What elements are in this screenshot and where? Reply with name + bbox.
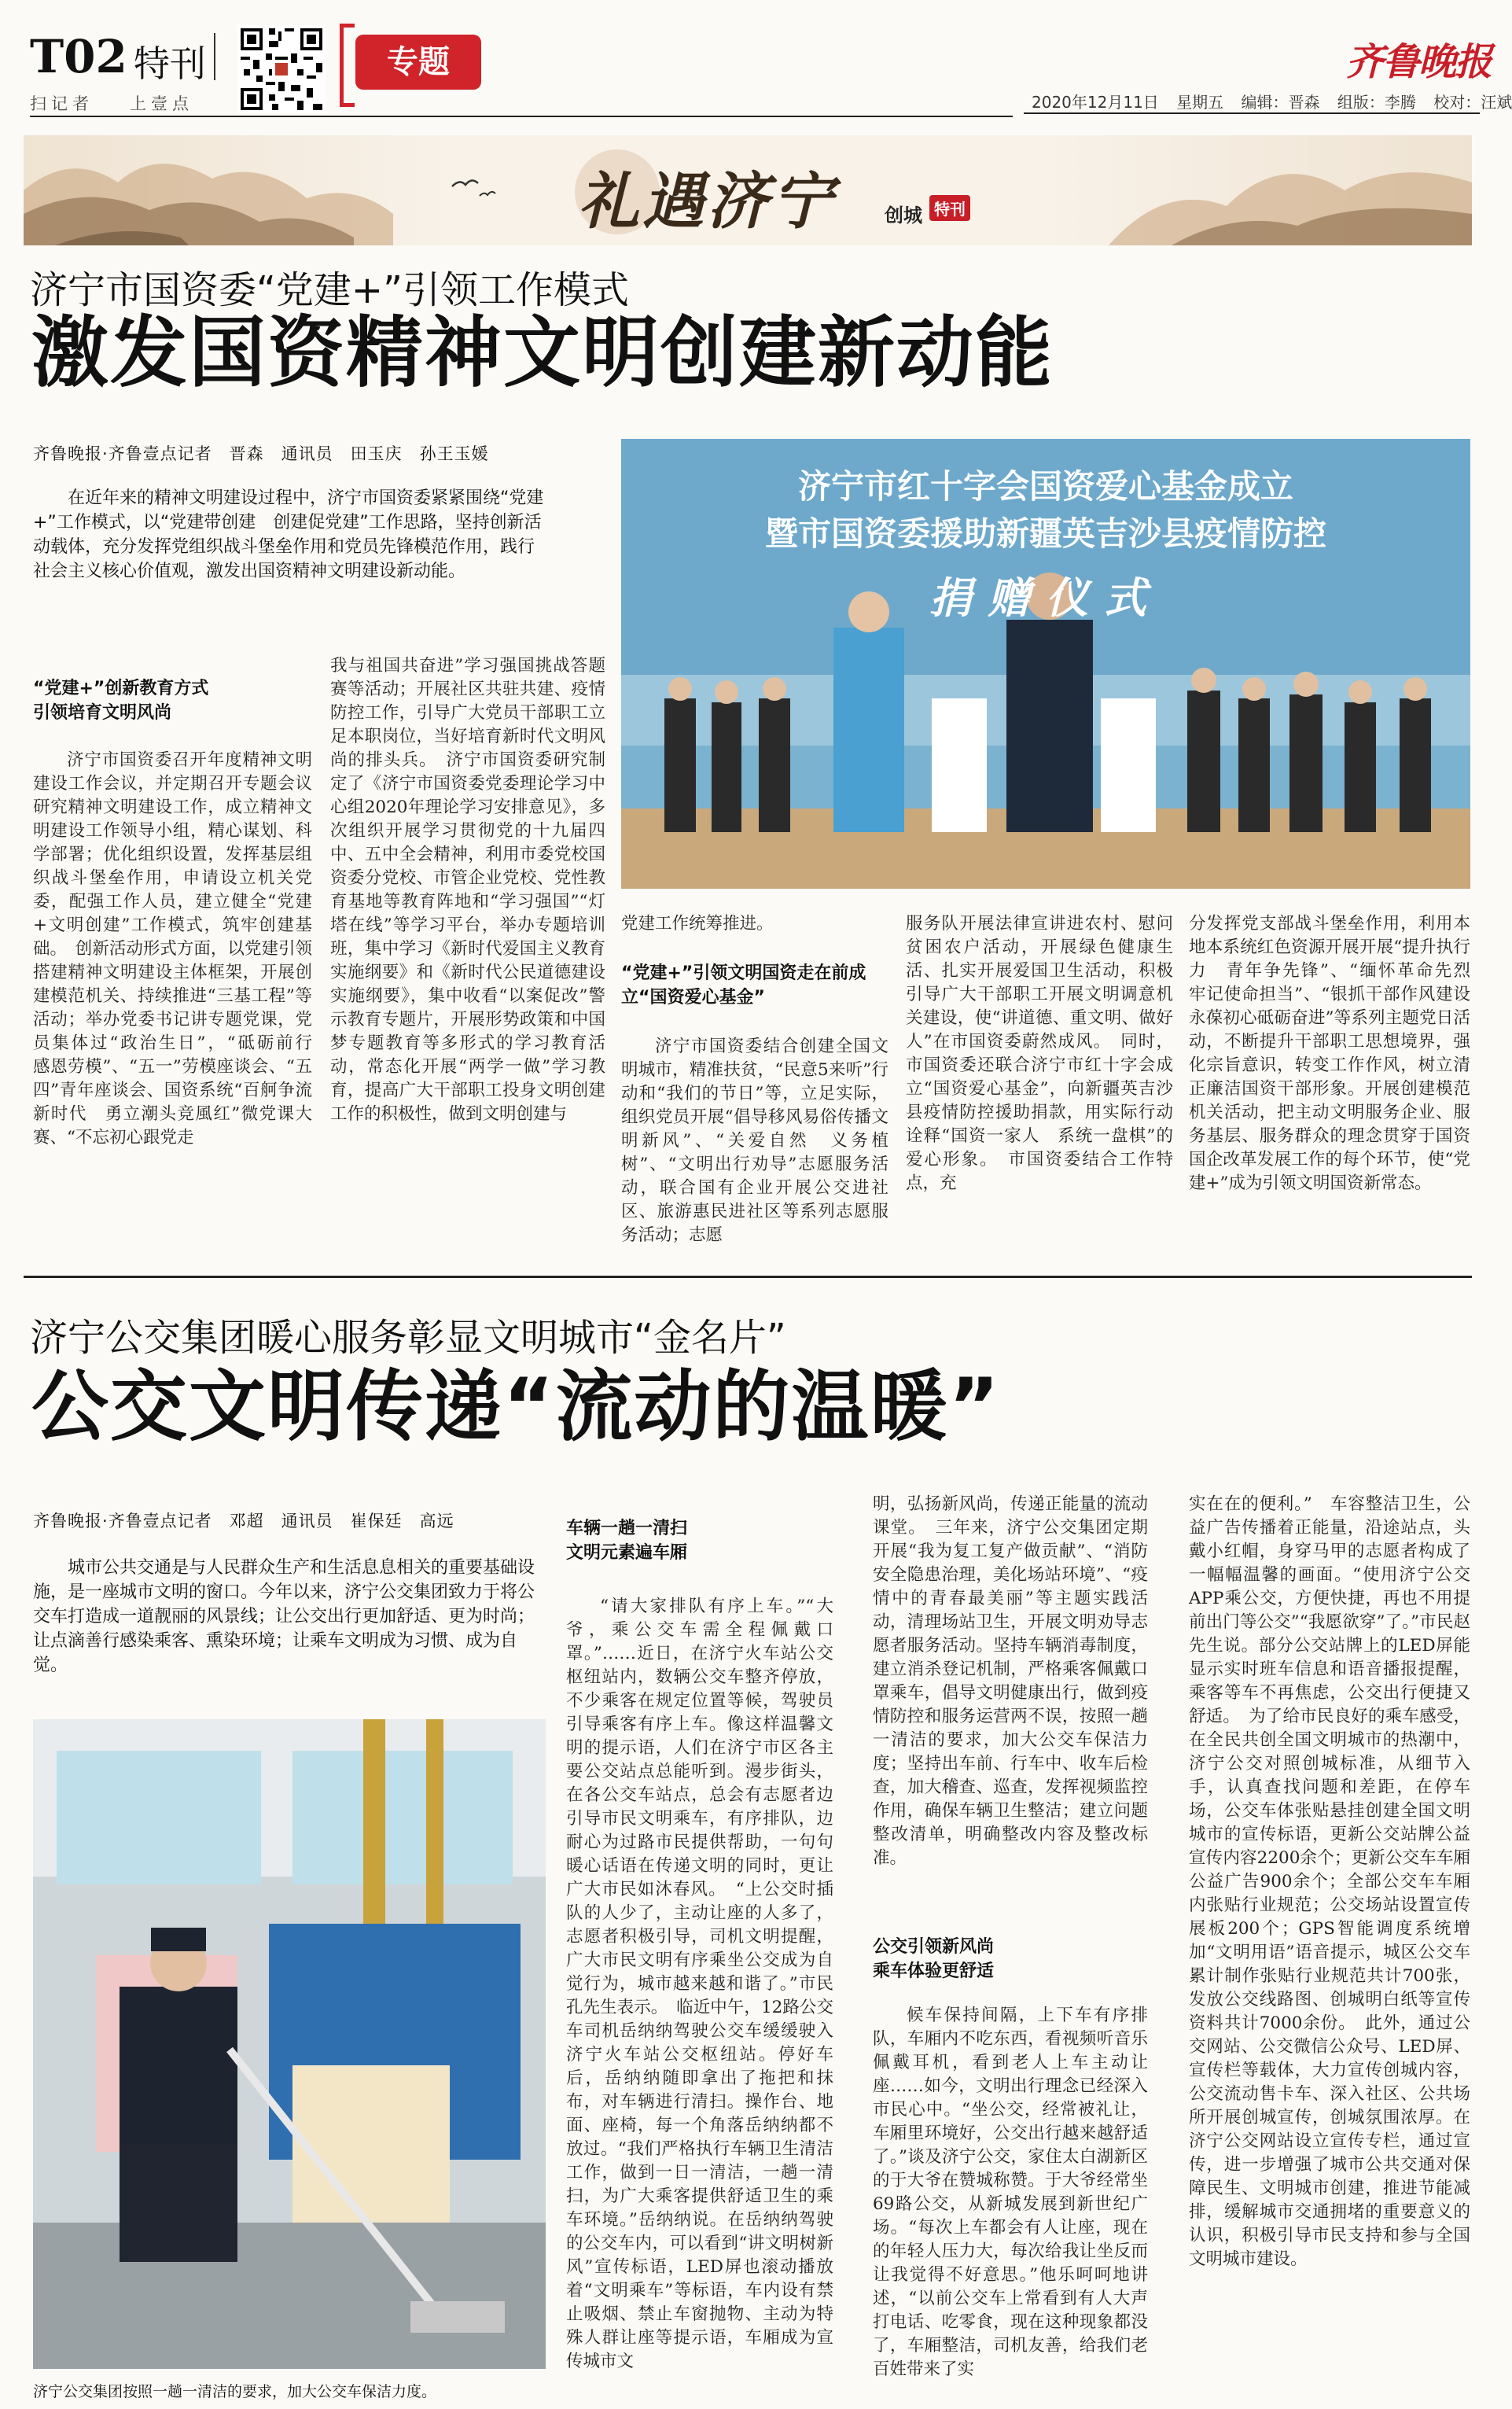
article2-subhead-2: [873, 1935, 1148, 1984]
article1-column-3-top: [621, 912, 888, 936]
article2-column-2-text: “请大家排队有序上车。”“大爷，乘公交车需全程佩戴口罩。”……近日，在济宁火车站公交枢纽站内，数辆公交车整齐停放，不少乘客在规定位置等候，驾驶员引导乘客有序上车。像这样温馨文明的提示语，人们在济宁市区各主要公交站点总能听到。漫步街头，在各公交车站点，总会有志愿者边引导市民文明乘车，有序排队，边耐心为过路市民提供帮助，一句句暖心话语在传递文明的同时，更让广大市民如沐春风。 “上公交时插队的人少了，主动让座的人多了，志愿者积极引导，司机文明提醒，广大市民文明有序乘坐公交成为自觉行为，城市越来越和谐了。”市民孔先生表示。 临近中午，12路公交车司机岳纳纳驾驶公交车缓缓驶入济宁火车站公交枢纽站。停好车后，岳纳纳随即拿出了拖把和抹布，对车辆进行清扫。操作台、地面、座椅，每一个角落岳纳纳都不放过。“我们严格执行车辆卫生清洁工作，做到一日一清洁，一趟一清扫，为广大乘客提供舒适卫生的乘车环境。”岳纳纳说。在岳纳纳驾驶的公交车内，可以看到“讲文明树新风”宣传标语，LED屏也滚动播放着“文明乘车”等标语，车内设有禁止吸烟、禁止车窗抛物、主动为特殊人群让座等提示语，车厢成为宣传城市文: [566, 1597, 833, 2371]
article1-subhead-1-line2: 引领培育文明风尚: [33, 703, 172, 723]
article1-column-3-text: 济宁市国资委结合创建全国文明城市，精准扶贫，“民意5来听”行动和“我们的节日”等，立足实际，组织党员开展“倡导移风易俗传播文明新风”、“关爱自然 义务植树”、“文明出行劝导”志愿服务活动，联合国有企业开展公交进社区、旅游惠民进社区等系列志愿服务活动；志愿: [621, 1037, 888, 1245]
issue-date: 2020年12月11日: [1032, 93, 1159, 112]
birds-icon: [448, 171, 503, 202]
article1-column-2-text: 我与祖国共奋进”学习强国挑战答题赛等活动；开展社区共驻共建、疫情防控工作，引导广大党员干部职工立足本职岗位，当好培育新时代文明风尚的排头兵。 济宁市国资委研究制定了《济宁市国资委党委理论学习中心组2020年理论学习安排意见》，多次组织开展学习贯彻党的十九届四中、五中全会精神，利用市委党校国资委分党校、市管企业党校、党性教育基地等教育阵地和“学习强国”“灯塔在线”等学习平台，举办专题培训班，集中学习《新时代爱国主义教育实施纲要》和《新时代公民道德建设实施纲要》，集中收看“以案促改”警示教育专题片，开展形势政策和中国梦专题教育等多形式的学习教育活动，常态化开展“两学一做”学习教育，提高广大干部职工投身文明创建工作的积极性，做到文明创建与: [330, 656, 605, 1124]
article2-column-3-text: 明，弘扬新风尚，传递正能量的流动课堂。 三年来，济宁公交集团定期开展“我为复工复产做贡献”、“消防安全隐患治理，美化场站环境”、“疫情中的青春最美丽”等主题实践活动，清理场站卫生，开展文明劝导志愿者服务活动。坚持车辆消毒制度，建立消杀登记机制，严格乘客佩戴口罩乘车，倡导文明健康出行，做到疫情防控和服务运营两不误，按照一趟一清洁的要求，加大公交车保洁力度；坚持出车前、行车中、收车后检查，加大稽查、巡查，发挥视频监控作用，确保车辆卫生整洁；建立问题整改清单，明确整改内容及整改标准。: [873, 1494, 1148, 1868]
article2-column-4-text: 实在在的便利。” 车容整洁卫生，公益广告传播着正能量，沿途站点，头戴小红帽，身穿马甲的志愿者构成了一幅幅温馨的画面。“使用济宁公交APP乘公交，方便快捷，再也不用提前出门等公交”“我愿欲穿”了。”市民赵先生说。部分公交站牌上的LED屏能显示实时班车信息和语音播报提醒，乘客等车不再焦虑，公交出行便捷又舒适。 为了给市民良好的乘车感受，在全民共创全国文明城市的热潮中，济宁公交对照创城标准，从细节入手，认真查找问题和差距，在停车场，公交车体张贴悬挂创建全国文明城市的宣传标语，更新公交站牌公益宣传内容2200余个；更新公交车车厢公益广告900余个；全部公交车车厢内张贴行业规范；公交场站设置宣传展板200个；GPS智能调度系统增加“文明用语”语音提示，城区公交车累计制作张贴行业规范共计700张，发放公交线路图、创城明白纸等宣传资料共计7000余份。 此外，通过公交网站、公交微信公众号、LED屏、宣传栏等载体，大力宣传创城内容，公交流动售卡车、深入社区、公共场所开展创城宣传，创城氛围浓厚。在济宁公交网站设立宣传专栏，通过宣传，进一步增强了城市公共交通对保障民生、文明城市创建，推进节能减排，缓解城市交通拥堵的重要意义的认识，积极引导市民支持和参与全国文明城市建设。: [1189, 1494, 1470, 2269]
section-name: 特刊: [134, 42, 206, 85]
article2-headline: 公交文明传递“流动的温暖”: [31, 1362, 1001, 1452]
article2-column-3b: [873, 2004, 1148, 2385]
feature-banner: [24, 135, 1472, 245]
article2-photo-caption: 济宁公交集团按照一趟一清洁的要求，加大公交车保洁力度。: [33, 2383, 437, 2400]
topic-tag-label: 专题: [387, 44, 450, 80]
article2-subhead-2-line1: 公交引领新风尚: [873, 1937, 995, 1957]
article1-column-5-text: 分发挥党支部战斗堡垒作用，利用本地本系统红色资源开展开展“提升执行力 青年争先锋”、“缅怀革命先烈 牢记使命担当”、“银抓干部作风建设 永葆初心砥砺奋进”等系列主题党日活动，不断提升干部职工思想境界，强化宗旨意识，转变工作作风，树立清正廉洁国资干部形象。开展创建模范机关活动，把主动文明服务企业、服务基层、服务群众的理念贯穿于国资国企改革发展工作的每个环节，使“党建+”成为引领文明国资新常态。: [1189, 914, 1488, 1193]
article2-subhead-1-line1: 车辆一趟一清扫: [566, 1519, 688, 1538]
article1-column-1-text: 济宁市国资委召开年度精神文明建设工作会议，并定期召开专题会议研究精神文明建设工作，成立精神文明建设工作领导小组，精心谋划、科学部署；优化组织设置，发挥基层组织战斗堡垒作用，申请设立机关党委，配强工作人员，建立健全“党建+文明创建”工作模式，筑牢创建基础。 创新活动形式方面，以党建引领搭建精神文明建设主体框架，开展创建模范机关、持续推进“三基工程”等活动；举办党委书记讲专题党课，党员集体过“政治生日”，“砥砺前行 感恩劳模”、“五一”劳模座谈会、“五四”青年座谈会、国资系统“百舸争流新时代 勇立潮头竞風红”微党课大赛、“不忘初心跟党走: [33, 750, 329, 1147]
article1-photo: [621, 439, 1470, 889]
article1-headline: 激发国资精神文明创建新动能: [31, 308, 1054, 398]
article2-subhead-1: [566, 1516, 833, 1565]
page-number: T02: [30, 30, 127, 83]
mountain-right-icon: [1046, 135, 1472, 245]
article2-column-3: [873, 1493, 1148, 1913]
photo-banner-line2: 暨市国资委援助新疆英吉沙县疫情防控: [764, 514, 1326, 553]
article2-column-3b-text: 候车保持间隔，上下车有序排队，车厢内不吃东西，看视频听音乐佩戴耳机，看到老人上车主动让座……如今，文明出行理念已经深入市民心中。“坐公交，经常被礼让，车厢里环境好，公交出行越来越舒适了。”谈及济宁公交，家住太白湖新区的于大爷在赞城称赞。于大爷经常坐69路公交，从新城发展到新世纪广场。“每次上车都会有人让座，现在的年轻人压力大，每次给我让坐反而让我觉得不好意思。”他乐呵呵地讲述，“以前公交车上常看到有人大声打电话、吃零食，现在这种现象都没了，车厢整洁，司机友善，给我们老百姓带来了实: [873, 2006, 1148, 2379]
article1-subhead-2-text: “党建+”引领文明国资走在前成立“国资爱心基金”: [621, 963, 866, 1007]
article2-lead-text: 城市公共交通是与人民群众生产和生活息息相关的重要基础设施，是一座城市文明的窗口。今年以来，济宁公交集团致力于将公交车打造成一道靓丽的风景线；让公交出行更加舒适、更为时尚；让点滴善行感染乘客、熏染环境；让乘车文明成为习惯、成为自觉。: [33, 1558, 535, 1675]
article2-subhead-1-line2: 文明元素遍车厢: [566, 1543, 688, 1563]
article1-lead: [33, 486, 544, 584]
qr-code-icon[interactable]: [237, 25, 326, 113]
banner-title: 礼遇济宁: [578, 166, 837, 238]
article2-photo: [33, 1719, 546, 2369]
article1-subhead-1: [33, 676, 316, 725]
article1-column-4: [906, 912, 1173, 1260]
dateline: [1032, 90, 1512, 112]
designer-credit: 组版：李腾: [1337, 93, 1416, 112]
photo-banner-line1: 济宁市红十字会国资爱心基金成立: [797, 467, 1293, 506]
bus-cleaning-photo-image: [33, 1719, 546, 2369]
topic-tag: [355, 35, 481, 90]
header-sub-left-1: 扫记者: [30, 94, 94, 113]
article2-lead: [33, 1556, 544, 1678]
article1-column-4-text: 服务队开展法律宣讲进农村、慰问贫困农户活动，开展绿色健康生活、扎实开展爱国卫生活动，积极引导广大干部职工开展文明调意机关建设，使“讲道德、重文明、做好人”在市国资委蔚然成风。 同时，市国资委还联合济宁市红十字会成立“国资爱心基金”，向新疆英吉沙县疫情防控援助捐款，用实际行动诠释“国资一家人 系统一盘棋”的爱心形象。 市国资委结合工作特点，充: [906, 914, 1173, 1193]
article2-subhead-2-line2: 乘车体验更舒适: [873, 1961, 995, 1981]
page-header: [0, 0, 1512, 118]
section-divider: [24, 1276, 1472, 1278]
article2-kicker: 济宁公交集团暖心服务彰显文明城市“金名片”: [30, 1316, 786, 1360]
article1-column-3-top-text: 党建工作统筹推进。: [621, 914, 774, 934]
article1-byline: 齐鲁晚报·齐鲁壹点记者 晋森 通讯员 田玉庆 孙王玉媛: [33, 444, 489, 463]
article1-subhead-2: [621, 961, 888, 1010]
editor-credit: 编辑：晋森: [1241, 93, 1320, 112]
article1-column-5: [1189, 912, 1488, 1260]
banner-tag-1: 创城: [885, 204, 922, 227]
article1-lead-text: 在近年来的精神文明建设过程中，济宁市国资委紧紧围绕“党建+”工作模式，以“党建带创建 创建促党建”工作思路，坚持创新活动载体，充分发挥党组织战斗堡垒作用和党员先锋模范作用，践行社会主义核心价值观，激发出国资精神文明建设新动能。: [33, 488, 544, 581]
article2-column-2: [566, 1595, 833, 2385]
masthead-text: 齐鲁晚报: [1346, 40, 1492, 84]
article1-kicker: 济宁市国资委“党建+”引领工作模式: [30, 268, 629, 312]
issue-weekday: 星期五: [1176, 93, 1224, 112]
article1-column-3: [621, 1035, 888, 1260]
header-sub-left-2: 上壹点: [130, 94, 193, 113]
masthead-logo: [1346, 31, 1491, 86]
banner-tag-2: 特刊: [929, 195, 970, 221]
article2-byline: 齐鲁晚报·齐鲁壹点记者 邓超 通讯员 崔保廷 高远: [33, 1512, 454, 1530]
proof-credit: 校对：汪斌: [1433, 93, 1512, 112]
article1-subhead-1-line1: “党建+”创新教育方式: [33, 679, 209, 698]
article1-column-2: [330, 654, 605, 1260]
article1-column-1: [33, 749, 329, 1258]
photo-banner-line3: 捐赠仪式: [929, 573, 1162, 623]
article2-column-4: [1189, 1493, 1470, 2385]
